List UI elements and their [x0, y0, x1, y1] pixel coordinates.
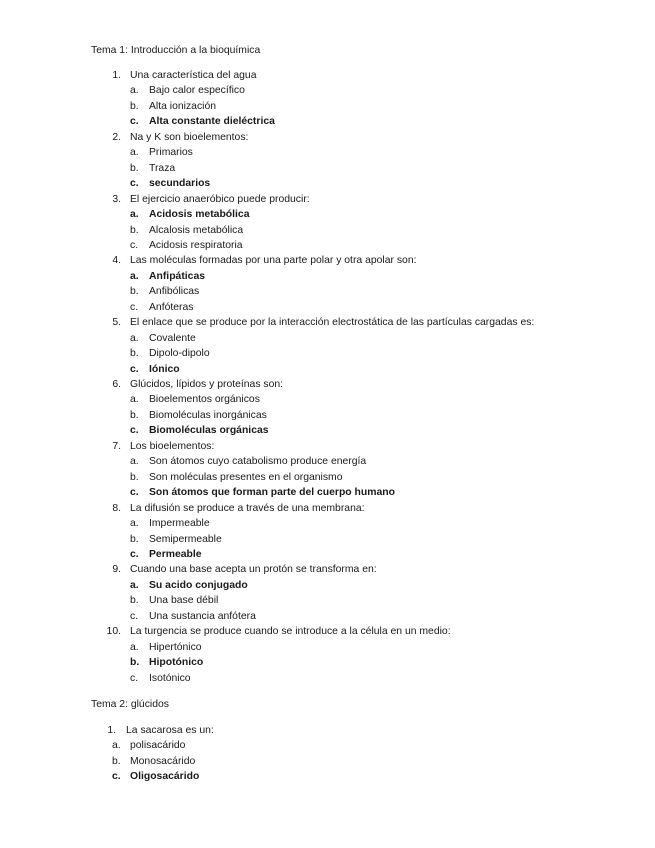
answer-option: [0, 609, 655, 624]
answer-option: [0, 392, 655, 407]
answer-option: [0, 754, 655, 769]
option-text: Monosacárido: [130, 755, 196, 767]
question-item: [0, 624, 655, 639]
question-number: 4.: [112, 255, 121, 267]
answer-option: [0, 238, 655, 253]
question-text: La difusión se produce a través de una membrana:: [130, 502, 365, 514]
option-letter: a.: [130, 394, 139, 406]
question-text: Una característica del agua: [130, 70, 257, 81]
question-text: Na y K son bioelementos:: [130, 131, 249, 143]
answer-option: [0, 346, 655, 361]
question-text: La sacarosa es un:: [126, 725, 214, 736]
question-number: 1.: [112, 70, 121, 81]
option-text: secundarios: [149, 178, 211, 190]
answer-option: [0, 99, 655, 114]
option-text: Son átomos cuyo catabolismo produce energía: [149, 456, 367, 468]
option-text: Permeable: [149, 548, 202, 560]
option-letter: b.: [130, 595, 139, 607]
option-text: Acidosis respiratoria: [149, 239, 243, 251]
option-letter: c.: [130, 610, 139, 622]
question-item: [0, 192, 655, 207]
question-item: [0, 501, 655, 516]
option-letter: b.: [130, 100, 139, 112]
answer-option: [0, 454, 655, 469]
option-letter: c.: [130, 672, 139, 684]
question-item: [0, 315, 655, 330]
answer-option-correct: [0, 269, 655, 284]
option-text: Su acido conjugado: [149, 579, 248, 591]
answer-option-correct: [0, 207, 655, 222]
question-text: Las moléculas formadas por una parte polar y otra apolar son:: [130, 255, 417, 267]
answer-option: [0, 671, 655, 686]
answer-option: [0, 532, 655, 547]
answer-option-correct: [0, 114, 655, 129]
option-letter: a.: [130, 332, 139, 344]
answer-option-correct: [0, 578, 655, 593]
question-number: 1.: [107, 725, 116, 736]
option-text: Una sustancia anfótera: [149, 610, 256, 622]
option-letter: a.: [130, 270, 139, 282]
question-item: [0, 562, 655, 577]
answer-option: [0, 738, 655, 753]
answer-option: [0, 300, 655, 315]
answer-option: [0, 145, 655, 160]
answer-option: [0, 83, 655, 98]
answer-option-correct: [0, 547, 655, 562]
option-text: Anfibólicas: [149, 286, 200, 298]
option-letter: a.: [130, 85, 139, 97]
option-letter: c.: [130, 239, 139, 251]
answer-option: [0, 516, 655, 531]
option-text: Son moléculas presentes en el organismo: [149, 471, 343, 483]
option-text: Son átomos que forman parte del cuerpo humano: [149, 487, 395, 499]
section-title: Tema 1: Introducción a la bioquímica: [91, 45, 261, 56]
option-text: Una base débil: [149, 595, 219, 607]
option-letter: b.: [130, 162, 139, 174]
answer-option: [0, 593, 655, 608]
option-text: Primarios: [149, 147, 193, 159]
option-letter: c.: [112, 771, 121, 783]
question-item: [0, 439, 655, 454]
option-text: Semipermeable: [149, 533, 222, 545]
question-item: [0, 253, 655, 268]
answer-option: [0, 284, 655, 299]
option-letter: c.: [130, 487, 139, 499]
option-letter: a.: [130, 518, 139, 530]
option-text: Alta ionización: [149, 100, 217, 112]
option-letter: b.: [130, 409, 139, 421]
option-letter: a.: [130, 147, 139, 159]
answer-option-correct: [0, 362, 655, 377]
question-number: 8.: [112, 502, 121, 514]
option-text: Acidosis metabólica: [149, 209, 250, 221]
question-number: 5.: [112, 317, 121, 329]
answer-option: [0, 640, 655, 655]
question-item: [0, 377, 655, 392]
option-text: Hipotónico: [149, 657, 204, 669]
option-letter: a.: [130, 209, 139, 221]
option-text: Hipertónico: [149, 641, 202, 653]
answer-option-correct: [0, 485, 655, 500]
option-letter: c.: [130, 363, 139, 375]
question-number: 10.: [106, 626, 121, 638]
question-text: Cuando una base acepta un protón se transforma en:: [130, 564, 377, 576]
option-letter: c.: [130, 178, 139, 190]
answer-option: [0, 408, 655, 423]
answer-option-correct: [0, 423, 655, 438]
option-text: Biomoléculas inorgánicas: [149, 409, 267, 421]
option-letter: b.: [112, 755, 121, 767]
option-text: Dipolo-dipolo: [149, 348, 210, 360]
question-number: 7.: [112, 440, 121, 452]
option-text: Traza: [149, 162, 176, 174]
option-text: Bajo calor específico: [149, 85, 245, 97]
option-letter: b.: [130, 471, 139, 483]
question-item: [0, 130, 655, 145]
question-item: [0, 68, 655, 83]
option-letter: a.: [130, 456, 139, 468]
option-text: Bioelementos orgánicos: [149, 394, 260, 406]
option-letter: c.: [130, 301, 139, 313]
question-number: 9.: [112, 564, 121, 576]
option-text: Oligosacárido: [130, 771, 200, 783]
option-letter: b.: [130, 286, 139, 298]
answer-option: [0, 223, 655, 238]
option-letter: b.: [130, 224, 139, 236]
question-number: 3.: [112, 193, 121, 205]
option-text: Iónico: [149, 363, 180, 375]
section-title: Tema 2: glúcidos: [91, 699, 169, 710]
option-letter: a.: [130, 579, 139, 591]
option-letter: b.: [130, 657, 140, 669]
option-letter: c.: [130, 425, 139, 437]
answer-option-correct: [0, 655, 655, 670]
option-letter: c.: [130, 548, 139, 560]
question-number: 2.: [112, 131, 121, 143]
option-letter: c.: [130, 116, 139, 128]
option-letter: a.: [112, 740, 121, 752]
answer-option-correct: [0, 769, 655, 784]
option-text: polisacárido: [130, 740, 186, 752]
option-letter: b.: [130, 533, 139, 545]
option-text: Covalente: [149, 332, 196, 344]
answer-option: [0, 470, 655, 485]
question-text: Glúcidos, lípidos y proteínas son:: [130, 379, 284, 390]
answer-option-correct: [0, 176, 655, 191]
option-text: Alcalosis metabólica: [149, 224, 244, 236]
option-text: Biomoléculas orgánicas: [149, 425, 269, 437]
question-number: 6.: [112, 379, 121, 390]
option-text: Anfipáticas: [149, 270, 206, 282]
question-text: El ejercicio anaeróbico puede producir:: [130, 193, 310, 205]
option-text: Anfóteras: [149, 301, 194, 313]
question-item: [0, 723, 655, 738]
question-text: El enlace que se produce por la interacción electrostática de las partículas cargadas es:: [130, 317, 535, 329]
option-text: Impermeable: [149, 518, 210, 530]
question-text: La turgencia se produce cuando se introduce a la célula en un medio:: [130, 626, 451, 638]
question-text: Los bioelementos:: [130, 440, 215, 452]
answer-option: [0, 331, 655, 346]
option-letter: a.: [130, 641, 139, 653]
answer-option: [0, 161, 655, 176]
option-text: Alta constante dieléctrica: [149, 116, 275, 128]
option-text: Isotónico: [149, 672, 191, 684]
option-letter: b.: [130, 348, 139, 360]
